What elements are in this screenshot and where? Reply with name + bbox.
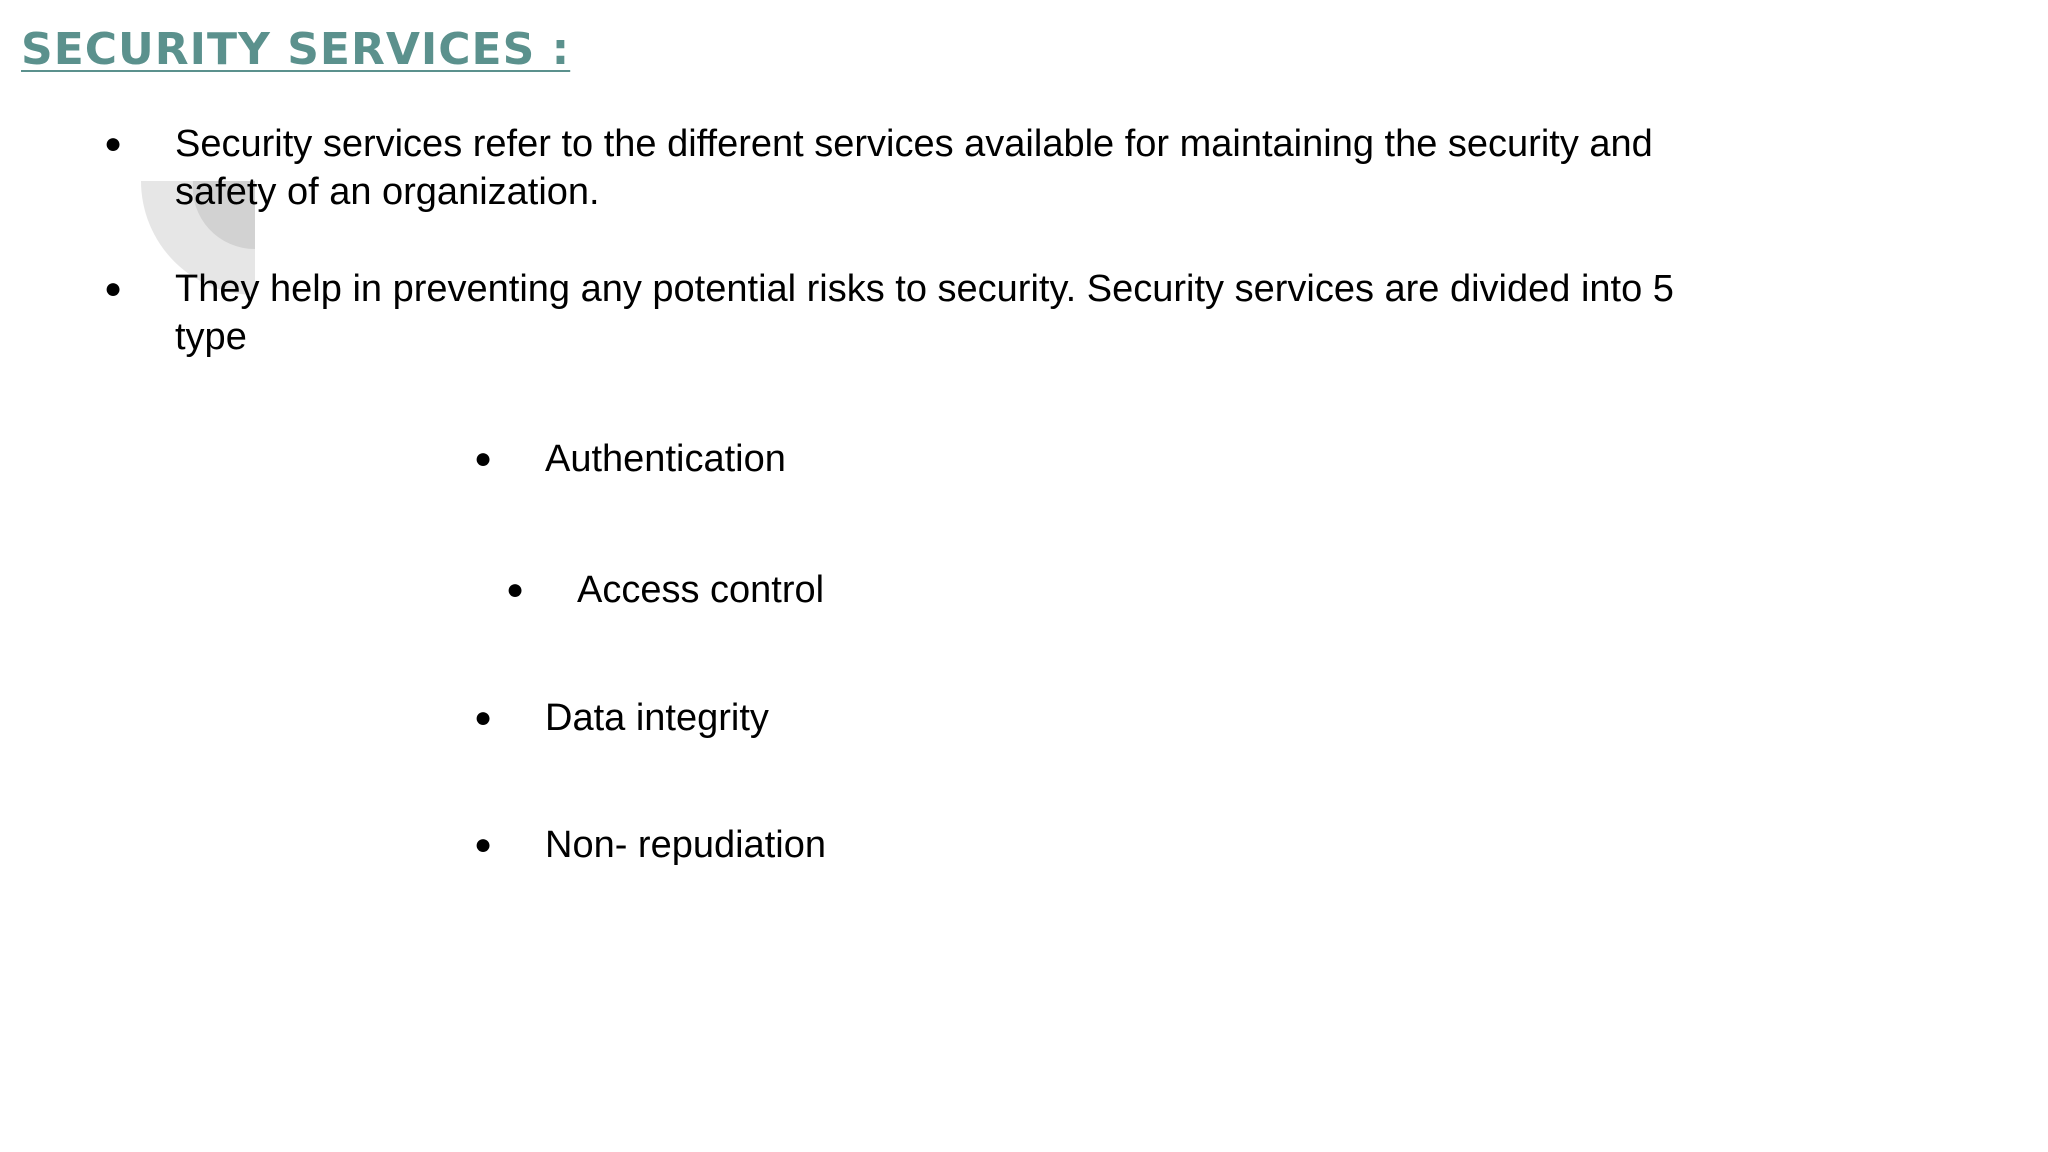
bullet-text: They help in preventing any potential risks to security. Security services are divided into 5 type (175, 268, 1674, 358)
bullet-text: Security services refer to the different services available for maintaining the security and safety of an organization. (175, 123, 1653, 213)
slide-title: SECURITY SERVICES : (21, 24, 571, 75)
sub-item-label: Access control (577, 569, 825, 611)
bullet-dot: ● (474, 701, 493, 734)
bullet-dot: ● (474, 828, 493, 861)
bullet-dot: ● (104, 127, 123, 160)
sub-item-label: Authentication (545, 438, 786, 480)
bullet-dot: ● (104, 272, 123, 305)
bullet-dot: ● (506, 573, 525, 606)
sub-item-label: Data integrity (545, 697, 769, 739)
bullet-dot: ● (474, 442, 493, 475)
sub-item-label: Non- repudiation (545, 824, 826, 866)
